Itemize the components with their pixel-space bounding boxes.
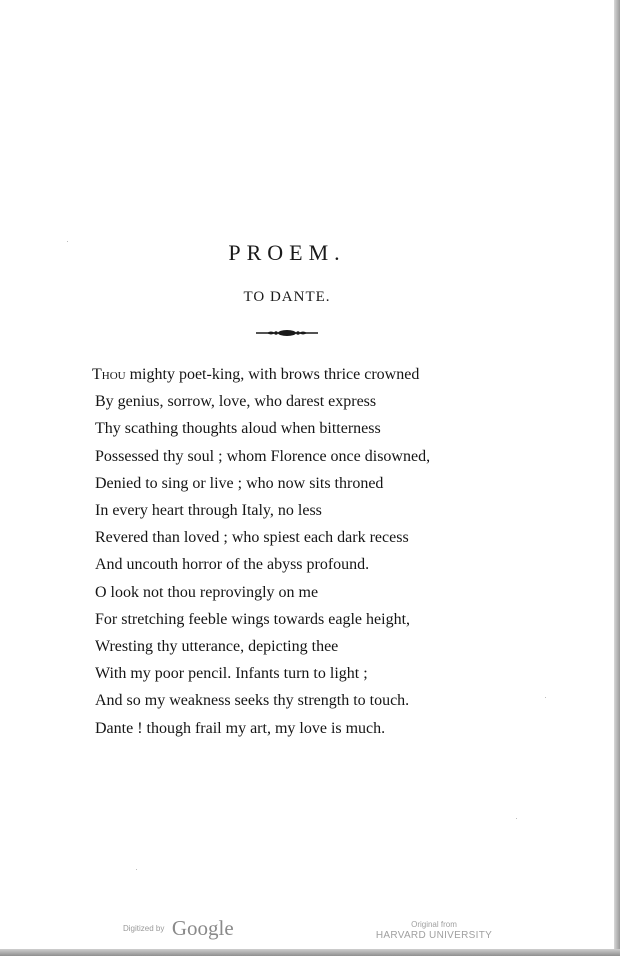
paper-speck <box>136 869 137 870</box>
poem-line: Revered than loved ; who spiest each dark recess <box>95 529 409 547</box>
poem-line <box>92 361 572 388</box>
poem-line: Wresting thy utterance, depicting thee <box>95 638 339 656</box>
digitized-by-label: Digitized by <box>123 924 165 933</box>
original-from-watermark <box>374 920 494 942</box>
poem-line: Possessed thy soul ; whom Florence once disowned, <box>95 447 431 465</box>
poem-line: Denied to sing or live ; who now sits throned <box>95 474 384 492</box>
poem-line: By genius, sorrow, love, who darest express <box>95 393 377 411</box>
page-subtitle: TO DANTE. <box>243 289 331 305</box>
paper-speck <box>545 697 546 698</box>
poem-line: With my poor pencil. Infants turn to light ; <box>95 665 368 683</box>
poem-body <box>92 361 572 742</box>
poem-line: And uncouth horror of the abyss profound. <box>95 556 370 574</box>
paper-speck <box>516 818 517 819</box>
poem-line: In every heart through Italy, no less <box>95 502 322 520</box>
poem-line: O look not thou reprovingly on me <box>95 583 319 601</box>
poem-line-text: mighty poet-king, with brows thrice crowned <box>125 366 420 383</box>
google-logo: Google <box>171 916 234 940</box>
page-edge-shadow-bottom <box>0 949 620 956</box>
poem-line: And so my weakness seeks thy strength to touch. <box>95 692 410 710</box>
poem-line: For stretching feeble wings towards eagle height, <box>95 610 411 628</box>
original-from-label: Original from <box>411 920 457 929</box>
poem-initial-word: Thou <box>92 366 126 383</box>
page-edge-shadow-right <box>614 0 620 956</box>
paper-speck <box>67 241 68 242</box>
ornamental-divider-icon <box>255 327 319 339</box>
digitized-by-watermark <box>123 916 234 941</box>
poem-line: Thy scathing thoughts aloud when bitterness <box>95 420 381 438</box>
poem-line: Dante ! though frail my art, my love is much. <box>95 719 386 737</box>
page-title: PROEM. <box>228 240 346 265</box>
institution-name: HARVARD UNIVERSITY <box>375 930 493 941</box>
